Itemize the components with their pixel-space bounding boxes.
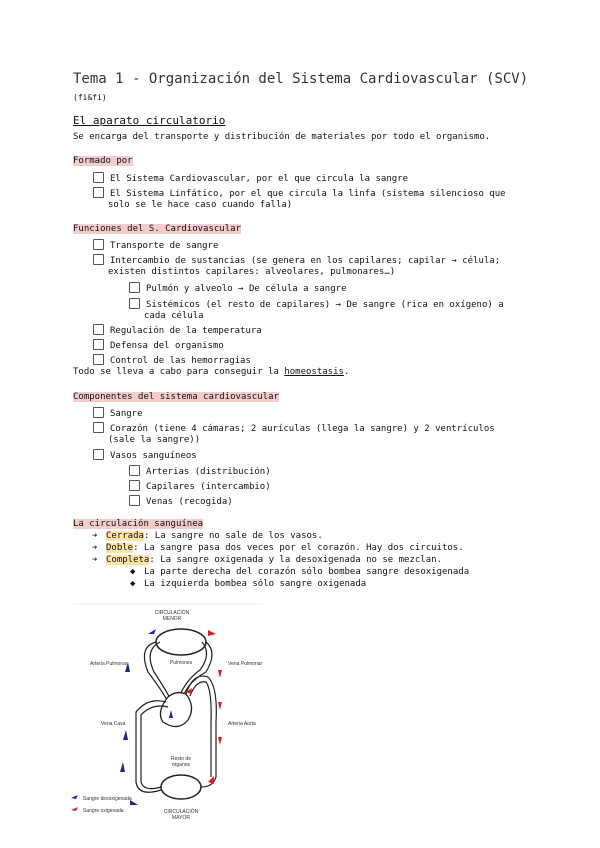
section-description: Se encarga del transporte y distribución de materiales por todo el organismo. xyxy=(73,132,491,142)
checkbox-icon[interactable] xyxy=(93,449,104,460)
organs-label-2: órganos xyxy=(171,762,191,768)
arrow-right-icon: ➔ xyxy=(92,543,98,553)
list-item-continuation: cada célula xyxy=(144,311,204,321)
vena-cava-label: Vena Cava xyxy=(101,721,126,727)
list-item: ◆ La parte derecha del corazón sólo bombea sangre desoxigenada xyxy=(130,567,470,577)
list-item: Venas (recogida) xyxy=(129,495,233,508)
arrow-right-icon: ➔ xyxy=(92,555,98,565)
list-item: ◆ La izquierda bombea sólo sangre oxigenada xyxy=(130,579,367,589)
page-title: Tema 1 - Organización del Sistema Cardiovascular (SCV) xyxy=(73,71,529,87)
list-item: Corazón (tiene 4 cámaras; 2 aurículas (llega la sangre) y 2 ventrículos xyxy=(93,422,495,435)
checkbox-icon[interactable] xyxy=(93,407,104,418)
list-item: Pulmón y alveolo → De célula a sangre xyxy=(129,282,346,295)
formado-heading: Formado por xyxy=(73,156,133,166)
list-item: ➔ Doble: La sangre pasa dos veces por el corazón. Hay dos circuitos. xyxy=(92,543,464,553)
section-heading: El aparato circulatorio xyxy=(73,114,226,127)
organs-capillaries xyxy=(161,775,201,799)
list-item: Capilares (intercambio) xyxy=(129,480,271,493)
list-item: Control de las hemorragias xyxy=(93,354,251,367)
componentes-heading: Componentes del sistema cardiovascular xyxy=(73,392,279,402)
list-item-continuation: (sale la sangre)) xyxy=(108,435,201,445)
list-item: El Sistema Linfático, por el que circula la linfa (sistema silencioso que xyxy=(93,187,506,200)
top-label-1: CIRCULACIÓN xyxy=(154,610,190,616)
list-item: Arterias (distribución) xyxy=(129,465,271,478)
checkbox-icon[interactable] xyxy=(93,187,104,198)
lungs-capillaries xyxy=(156,629,206,655)
checkbox-icon[interactable] xyxy=(129,480,140,491)
bottom-label-2: MAYOR xyxy=(172,815,190,821)
checkbox-icon[interactable] xyxy=(129,495,140,506)
checkbox-icon[interactable] xyxy=(93,354,104,365)
top-label-2: MENOR xyxy=(162,616,182,622)
list-item: Transporte de sangre xyxy=(93,239,218,252)
list-item: Defensa del organismo xyxy=(93,339,224,352)
lungs-label: Pulmones xyxy=(169,660,193,666)
list-item: Sistémicos (el resto de capilares) → De sangre (rica en oxígeno) a xyxy=(129,298,504,311)
diamond-bullet-icon: ◆ xyxy=(130,579,136,589)
checkbox-icon[interactable] xyxy=(129,298,140,309)
vena-pulmonar-label: Vena Pulmonar xyxy=(228,661,263,667)
arteria-pulmonar-label: Arteria Pulmonar xyxy=(90,661,128,667)
list-item: ➔ Completa: La sangre oxigenada y la desoxigenada no se mezclan. xyxy=(92,555,442,565)
list-item: El Sistema Cardiovascular, por el que circula la sangre xyxy=(93,172,408,185)
legend-deoxy-label: Sangre desoxigenada xyxy=(83,796,132,802)
checkbox-icon[interactable] xyxy=(93,324,104,335)
organs-label-1: Resto de xyxy=(170,756,192,762)
list-item-continuation: existen distintos capilares: alveolares, pulmonares…) xyxy=(108,267,396,277)
conclusion: Todo se lleva a cabo para conseguir la homeostasis. xyxy=(73,367,350,377)
arteria-aorta-label: Arteria Aorta xyxy=(228,721,256,727)
circulacion-heading: La circulación sanguínea xyxy=(73,519,204,529)
checkbox-icon[interactable] xyxy=(93,422,104,433)
checkbox-icon[interactable] xyxy=(93,239,104,250)
arrow-right-icon: ➔ xyxy=(92,531,98,541)
circulation-diagram xyxy=(68,602,268,842)
funciones-heading: Funciones del S. Cardiovascular xyxy=(73,224,241,234)
list-item: ➔ Cerrada: La sangre no sale de los vasos. xyxy=(92,531,323,541)
list-item-continuation: solo se le hace caso cuando falla) xyxy=(108,200,293,210)
checkbox-icon[interactable] xyxy=(93,339,104,350)
diamond-bullet-icon: ◆ xyxy=(130,567,136,577)
checkbox-icon[interactable] xyxy=(129,282,140,293)
legend-oxy-icon xyxy=(71,807,78,811)
checkbox-icon[interactable] xyxy=(129,465,140,476)
list-item: Intercambio de sustancias (se genera en los capilares; capilar → célula; xyxy=(93,254,500,267)
page-subtitle: (fi&fi) xyxy=(73,93,107,102)
list-item: Sangre xyxy=(93,407,143,420)
list-item: Regulación de la temperatura xyxy=(93,324,262,337)
legend-deoxy-icon xyxy=(71,795,78,799)
legend-oxy-label: Sangre oxigenada xyxy=(83,808,124,814)
checkbox-icon[interactable] xyxy=(93,172,104,183)
checkbox-icon[interactable] xyxy=(93,254,104,265)
bottom-label-1: CIRCULACIÓN xyxy=(163,809,199,815)
list-item: Vasos sanguíneos xyxy=(93,449,197,462)
